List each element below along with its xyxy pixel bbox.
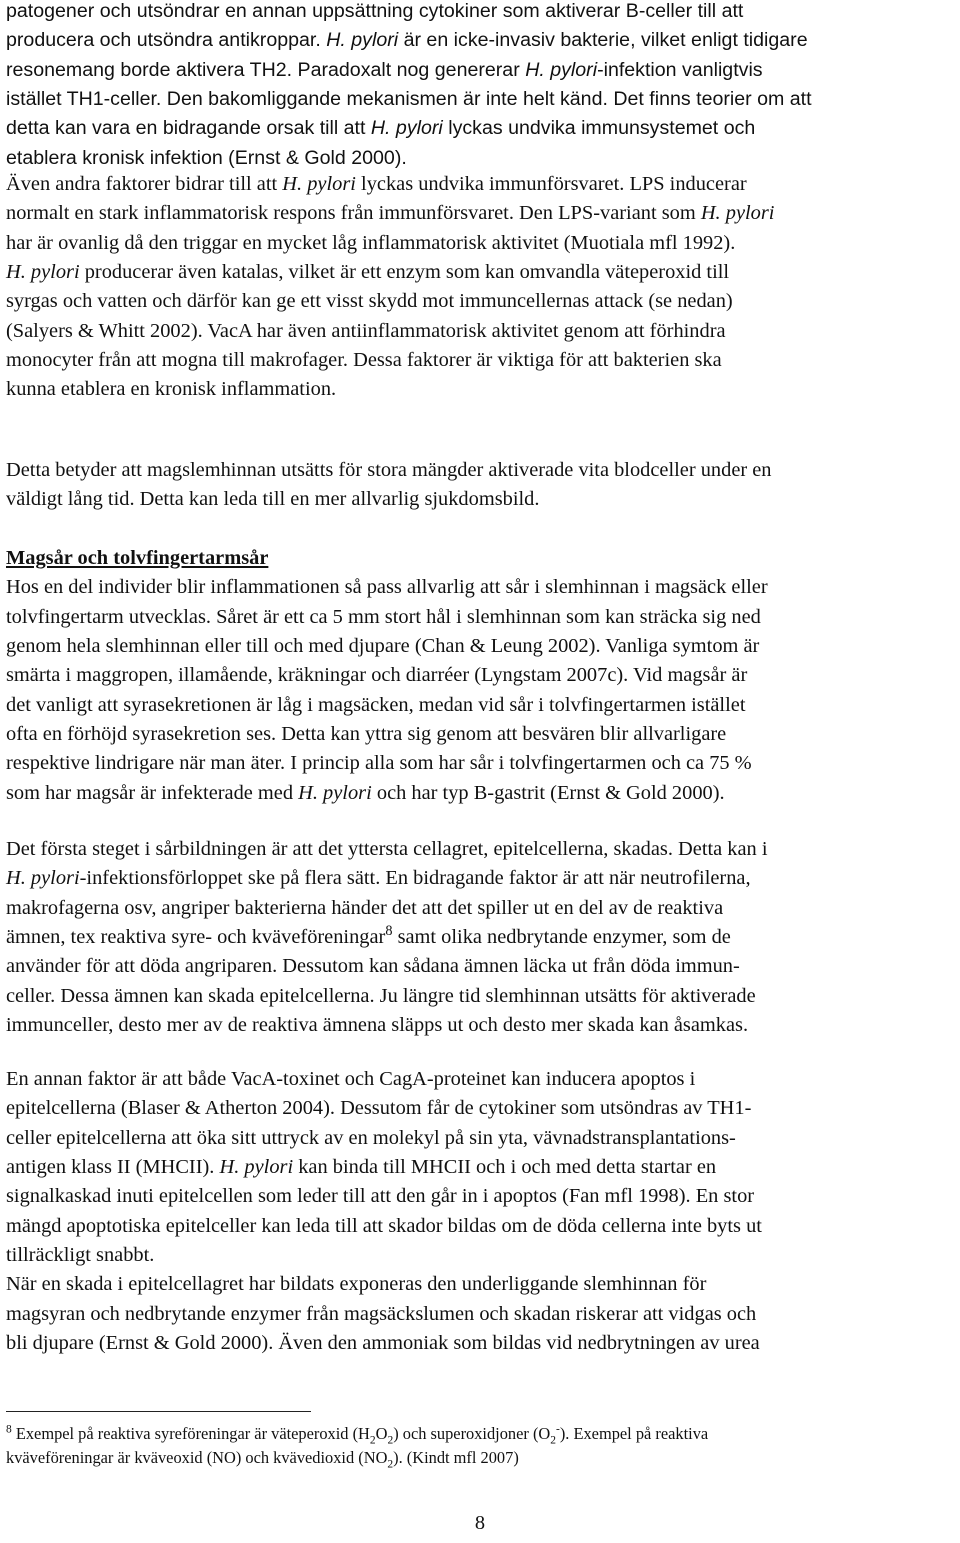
text-run: O xyxy=(375,1424,388,1443)
text-run: makrofagerna osv, angriper bakterierna händer det att det spiller ut en del av de reaktiva xyxy=(6,896,724,919)
text-run: har är ovanlig då den triggar en mycket låg inflammatorisk aktivitet (Muotiala mfl 1992). xyxy=(6,231,736,254)
text-run: Hos en del individer blir inflammationen så pass allvarlig att sår i slemhinnan i magsäck eller xyxy=(6,576,768,599)
text-line xyxy=(6,1185,754,1208)
text-line xyxy=(6,29,808,52)
text-line xyxy=(6,606,761,629)
text-line xyxy=(6,1156,716,1179)
italic-text: H. pylori xyxy=(219,1156,294,1179)
text-run: antigen klass II (MHCII). xyxy=(6,1156,220,1179)
text-run: epitelcellerna (Blaser & Atherton 2004). Dessutom får de cytokiner som utsöndras av TH1- xyxy=(6,1097,752,1120)
text-line xyxy=(6,1014,748,1037)
script-text: 2 xyxy=(550,1434,556,1447)
text-line xyxy=(6,838,768,861)
text-run: När en skada i epitelcellagret har bildats exponeras den underliggande slemhinnan för xyxy=(6,1273,707,1296)
text-line xyxy=(6,635,759,658)
text-run: samt olika nedbrytande enzymer, som de xyxy=(392,926,731,949)
text-run: monocyter från att mogna till makrofager. Dessa faktorer är viktiga för att bakterien ska xyxy=(6,349,722,372)
text-run: patogener och utsöndrar en annan uppsättning cytokiner som aktiverar B-celler till att xyxy=(6,0,744,22)
text-run: etablera kronisk infektion (Ernst & Gold 2000). xyxy=(6,146,407,169)
text-line xyxy=(6,547,268,570)
text-line xyxy=(6,320,726,343)
text-run: smärta i maggropen, illamående, kräkningar och diarréer (Lyngstam 2007c). Vid magsår är xyxy=(6,664,748,687)
script-text: - xyxy=(555,1423,560,1436)
text-line xyxy=(6,261,729,284)
text-run: producera och utsöndra antikroppar. xyxy=(6,29,327,52)
text-line xyxy=(6,232,735,255)
text-line xyxy=(6,694,745,717)
footnote-rule xyxy=(6,1411,311,1412)
script-text: 2 xyxy=(369,1434,376,1447)
text-run: och har typ B-gastrit (Ernst & Gold 2000). xyxy=(371,781,725,804)
text-run: bli djupare (Ernst & Gold 2000). Även den ammoniak som bildas vid nedbrytningen av urea xyxy=(6,1332,760,1355)
text-line xyxy=(6,290,733,313)
text-run: -infektionsförloppet ske på flera sätt. En bidragande faktor är att när neutrofilerna, xyxy=(79,867,751,890)
text-line xyxy=(6,1244,154,1267)
italic-text: H. pylori xyxy=(525,58,598,81)
text-run: kväveföreningar är kväveoxid (NO) och kvävedioxid (NO xyxy=(6,1448,388,1467)
text-line xyxy=(6,378,336,401)
text-run: (Salyers & Whitt 2002). VacA har även antiinflammatorisk aktivitet genom att förhindra xyxy=(6,319,726,342)
text-line xyxy=(6,752,752,775)
text-run: mängd apoptotiska epitelceller kan leda till att skador bildas om de döda cellerna inte byts ut xyxy=(6,1214,762,1237)
text-line xyxy=(6,117,755,140)
text-run: celler epitelcellerna att öka sitt uttryck av en molekyl på sin yta, vävnadstransplantations- xyxy=(6,1126,736,1149)
text-run: Det första steget i sårbildningen är att det yttersta cellagret, epitelcellerna, skadas. Detta kan i xyxy=(6,838,768,860)
script-text: 2 xyxy=(387,1434,394,1447)
text-run: signalkaskad inuti epitelcellen som leder till att den går in i apoptos (Fan mfl 1998). En stor xyxy=(6,1185,755,1208)
script-text: 2 xyxy=(387,1458,394,1471)
text-run: Även andra faktorer bidrar till att xyxy=(6,173,283,195)
text-line xyxy=(6,202,774,225)
text-run: magsyran och nedbrytande enzymer från magsäckslumen och skadan riskerar att vidgas och xyxy=(6,1302,757,1325)
text-line xyxy=(6,1215,762,1238)
italic-text: H. pylori xyxy=(326,29,399,52)
text-run: syrgas och vatten och därför kan ge ett visst skydd mot immuncellernas attack (se nedan) xyxy=(6,290,733,313)
text-run: kunna etablera en kronisk inflammation. xyxy=(6,378,337,401)
text-line xyxy=(6,923,731,949)
text-run: väldigt lång tid. Detta kan leda till en mer allvarlig sjukdomsbild. xyxy=(6,488,540,511)
text-run: tillräckligt snabbt. xyxy=(6,1244,155,1267)
text-line xyxy=(6,59,763,82)
text-run: producerar även katalas, vilket är ett enzym som kan omvandla väteperoxid till xyxy=(79,261,730,284)
text-run: respektive lindrigare när man äter. I princip alla som har sår i tolvfingertarmen och ca 75 % xyxy=(6,752,752,775)
text-line xyxy=(6,488,539,511)
text-run: Detta betyder att magslemhinnan utsätts för stora mängder aktiverade vita blodceller under en xyxy=(6,459,772,481)
text-line xyxy=(6,1068,695,1091)
text-run: -infektion vanligtvis xyxy=(597,58,763,81)
text-run: immunceller, desto mer av de reaktiva ämnena släpps ut och desto mer skada kan åsamkas. xyxy=(6,1014,749,1037)
text-run: detta kan vara en bidragande orsak till att xyxy=(6,117,371,140)
text-run: lyckas undvika immunsystemet och xyxy=(442,117,756,140)
italic-text: H. pylori xyxy=(282,173,356,195)
italic-text: H. pylori xyxy=(370,117,443,140)
script-text: 8 xyxy=(385,923,393,940)
text-run: lyckas undvika immunförsvaret. LPS inducerar xyxy=(355,173,747,195)
text-run: kan binda till MHCII och i och med detta startar en xyxy=(293,1156,717,1179)
text-run: istället TH1-celler. Den bakomliggande mekanismen är inte helt känd. Det finns teorier om att xyxy=(6,88,812,111)
text-run: är en icke-invasiv bakterie, vilket enligt tidigare xyxy=(398,29,808,52)
text-line xyxy=(6,1332,760,1355)
text-run: Exempel på reaktiva syreföreningar är väteperoxid (H xyxy=(11,1424,370,1443)
italic-text: H. pylori xyxy=(700,202,775,225)
text-line xyxy=(6,1097,751,1120)
text-run: ) och superoxidjoner (O xyxy=(393,1424,551,1443)
text-run: ofta en förhöjd syrasekretion ses. Detta kan yttra sig genom att besvären blir allvarligare xyxy=(6,723,727,746)
text-line xyxy=(6,664,747,687)
text-line xyxy=(6,955,740,978)
footnote-line xyxy=(6,1423,709,1447)
text-line xyxy=(6,867,751,890)
text-line xyxy=(6,723,726,746)
text-line xyxy=(6,147,407,170)
italic-text: H. pylori xyxy=(298,781,372,804)
text-run: använder för att döda angriparen. Dessutom kan sådana ämnen läcka ut från döda immun- xyxy=(6,955,740,978)
text-line xyxy=(6,782,725,805)
text-line xyxy=(6,459,772,482)
text-run: ämnen, tex reaktiva syre- och kväveföreningar xyxy=(6,926,386,949)
text-run: ). (Kindt mfl 2007) xyxy=(393,1448,519,1467)
text-line xyxy=(6,985,756,1008)
text-line xyxy=(6,0,743,23)
text-run: resonemang borde aktivera TH2. Paradoxalt nog genererar xyxy=(6,58,526,81)
section-heading: Magsår och tolvfingertarmsår xyxy=(6,547,269,569)
text-run: genom hela slemhinnan eller till och med djupare (Chan & Leung 2002). Vanliga symtom är xyxy=(6,635,760,658)
text-line xyxy=(6,1127,736,1150)
text-line xyxy=(6,897,723,920)
italic-text: H. pylori xyxy=(6,261,80,284)
page-number: 8 xyxy=(474,1512,486,1534)
italic-text: H. pylori xyxy=(6,867,80,890)
text-line xyxy=(6,88,812,111)
footnote-line xyxy=(6,1448,519,1471)
text-line xyxy=(6,1273,706,1296)
text-run: normalt en stark inflammatorisk respons från immunförsvaret. Den LPS-variant som xyxy=(6,202,701,225)
text-run: tolvfingertarm utvecklas. Såret är ett ca 5 mm stort hål i slemhinnan som kan sträcka sig ned xyxy=(6,605,761,628)
text-line xyxy=(6,173,747,196)
text-line xyxy=(6,349,722,372)
text-run: som har magsår är infekterade med xyxy=(6,781,299,804)
text-line xyxy=(6,1303,756,1326)
script-text: 8 xyxy=(6,1423,12,1436)
text-run: celler. Dessa ämnen kan skada epitelcellerna. Ju längre tid slemhinnan utsätts för aktiverade xyxy=(6,984,756,1007)
text-run: ). Exempel på reaktiva xyxy=(559,1424,709,1443)
text-run: En annan faktor är att både VacA-toxinet och CagA-proteinet kan inducera apoptos i xyxy=(6,1068,696,1090)
text-run: det vanligt att syrasekretionen är låg i magsäcken, medan vid sår i tolvfingertarmen istället xyxy=(6,693,746,716)
text-line xyxy=(6,576,768,599)
